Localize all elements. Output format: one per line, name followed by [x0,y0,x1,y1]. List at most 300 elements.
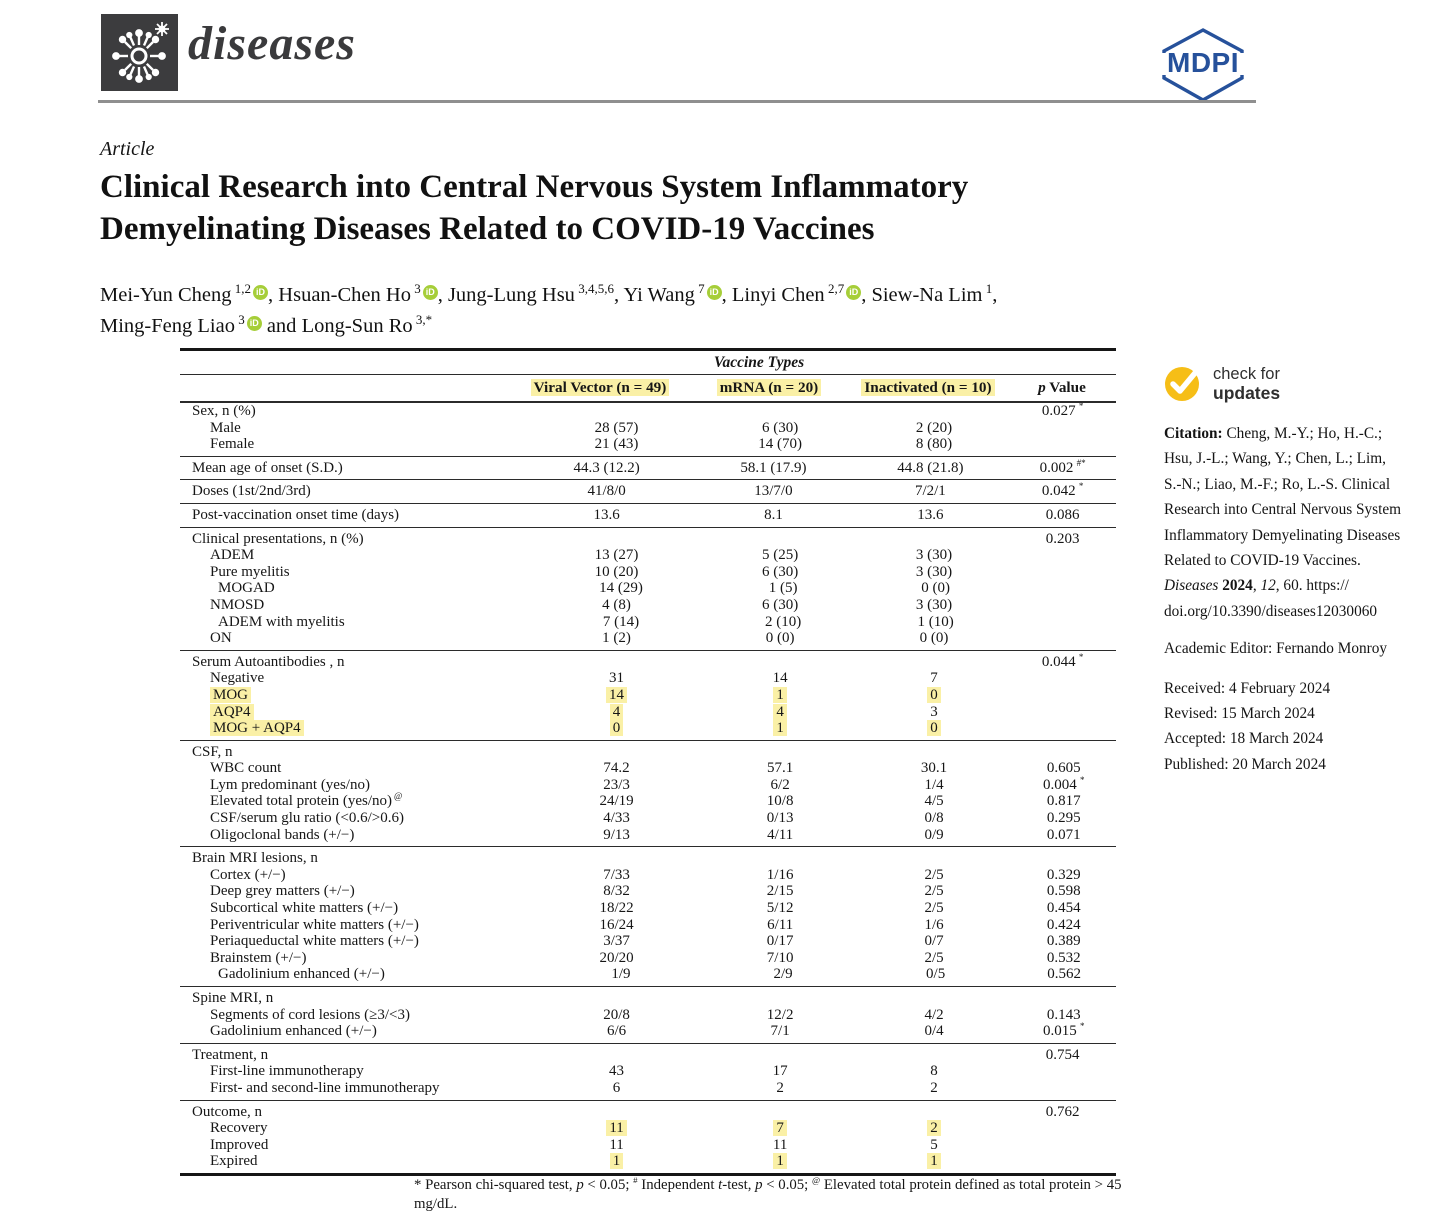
text-segment: Inflammatory Demyelinating Diseases [1164,526,1401,544]
text-segment: # [633,1175,638,1186]
table-row [180,687,1116,704]
text-segment: Independent [637,1177,719,1193]
table-cell [704,670,857,687]
author-separator: , [613,284,624,306]
orcid-icon[interactable]: iD [247,316,262,331]
citation-line [1164,573,1432,598]
table-cell [695,850,851,867]
revised-date: Revised: 15 March 2024 [1164,705,1315,723]
row-label [180,460,518,477]
table-row [180,547,1116,564]
cell-value: 1 [773,687,787,703]
cell-value: 3/37 [603,933,630,950]
table-cell [857,1063,1012,1080]
cell-value: 20/8 [603,1006,630,1023]
cell-value: 0 [927,720,941,736]
row-label [180,630,529,647]
cell-value: 2/5 [924,866,944,883]
journal-name: diseases [188,17,356,70]
cell-value: 7 [773,1120,787,1136]
table-cell [857,827,1012,844]
cell-value: 2 [927,1120,941,1136]
text-segment: p [755,1177,763,1193]
received-date: Received: 4 February 2024 [1164,679,1331,697]
row-label [180,1023,529,1040]
mdpi-text: MDPI [1167,47,1239,78]
table-row [180,933,1116,950]
row-label-text: Male [210,419,241,436]
check-badge-line1: check for [1213,365,1280,383]
p-value: 0.143 [1046,1006,1081,1023]
table-cell [529,1007,703,1024]
row-label [180,614,535,631]
table-cell [857,704,1012,721]
table-cell [704,1063,857,1080]
table-row [180,900,1116,917]
table-cell [518,654,696,671]
row-label-text: Spine MRI, n [192,990,274,1006]
table-cell [704,436,857,453]
text-segment: < 0.05; [762,1177,812,1193]
citation-line [1164,599,1432,624]
cell-value: 13/7/0 [754,483,793,500]
cell-value: 1 [610,1153,624,1169]
cell-value: 2/9 [773,966,793,983]
cell-value: 1 [927,1153,941,1169]
row-label-text: First- and second-line immunotherapy [210,1079,440,1096]
table-row [180,580,1116,597]
table-row [180,479,1116,500]
cell-value: 7/33 [603,866,630,883]
p-value-cell [1011,774,1116,794]
p-value-sup: * [1076,401,1084,411]
table-cell [859,966,1013,983]
p-value-cell [1011,883,1116,900]
row-label [180,827,529,844]
table-row [180,1063,1116,1080]
citation-line [1164,446,1432,471]
p-value-cell [1011,1137,1116,1154]
table-row [180,883,1116,900]
accepted-date: Accepted: 18 March 2024 [1164,730,1324,748]
row-label-text: Female [210,436,255,453]
table-cell [529,670,703,687]
table-cell [851,1104,1009,1121]
author-name: Mei-Yun Cheng [100,284,232,306]
table-cell [518,744,696,761]
table-cell [529,1080,703,1097]
cell-value: 4/5 [924,793,944,810]
table-cell [857,950,1012,967]
table-cell [851,483,1009,500]
p-value-cell [1009,531,1116,548]
table-cell [857,867,1012,884]
cell-value: 8/32 [603,883,630,900]
cell-value: 44.8 (21.8) [897,459,964,476]
cell-value: 2 [776,1079,784,1096]
table-cell [529,564,703,581]
table-row [180,630,1116,647]
table-cell [704,933,857,950]
row-label [180,420,529,437]
p-value: 0.762 [1045,1103,1080,1120]
p-value: 0.424 [1046,916,1081,933]
cell-value: 6 (30) [762,563,799,580]
text-segment: Elevated total protein defined as total protein > 45 mg/dL. [414,1177,1122,1212]
row-label [180,436,529,453]
cell-value: 8 (80) [915,436,953,453]
p-value-cell [1009,1104,1116,1121]
p-value-cell [1011,1153,1116,1170]
author-separator: , [861,284,872,306]
table-cell [518,483,696,500]
cell-value: 1/4 [924,776,944,793]
page-title [100,166,1260,250]
row-label [180,744,518,761]
cell-value: 3 (30) [915,596,953,613]
cell-value: 4/2 [924,1006,944,1023]
p-value-cell [1011,950,1116,967]
table-cell [529,547,703,564]
table-cell [857,917,1012,934]
cell-value: 14 (29) [599,580,643,597]
p-value-cell [1011,720,1116,737]
table-body [180,403,1116,1173]
table-cell [857,1120,1012,1137]
cell-value: 57.1 [767,760,794,777]
author-separator: , [268,284,279,306]
cell-value: 0 [927,687,941,703]
cell-value: 44.3 (12.2) [573,459,640,476]
row-label-text: Brainstem (+/−) [210,949,307,966]
cell-value: 11 [772,1136,788,1153]
table-row [180,527,1116,548]
text-segment: , [1252,577,1261,595]
table-footnote [414,1176,1122,1214]
cell-value: 0/17 [766,933,794,950]
p-value: 0.004 [1042,776,1077,793]
cell-value: 17 [772,1063,788,1080]
table-cell [857,1153,1012,1170]
table-cell [529,1063,703,1080]
table-cell [529,950,703,967]
group-header: Vaccine Types [713,354,805,371]
column-header-label: Inactivated (n = 10) [861,379,994,396]
table-cell [704,547,857,564]
table-column-header-row [180,375,1116,403]
table-cell [529,900,703,917]
orcid-icon[interactable]: iD [253,285,268,300]
cell-value: 0/13 [766,810,794,827]
row-label-text: Sex, n (%) [192,403,256,419]
table-cell [529,597,703,614]
citation-line [1164,472,1432,497]
row-label [180,760,529,777]
cell-value: 4/33 [603,810,630,827]
row-label-text: MOGAD [218,580,275,597]
table-row [180,917,1116,934]
p-value: 0.532 [1046,949,1081,966]
p-value-cell [1012,966,1116,983]
author-separator: and [261,315,302,337]
row-label [180,720,529,737]
row-label-text: Pure myelitis [210,563,290,580]
row-label [180,547,529,564]
row-label [180,777,529,794]
cell-value: 5 [930,1136,938,1153]
table-cell [704,777,857,794]
row-label [180,704,529,721]
table-cell [529,917,703,934]
table-cell [704,1080,857,1097]
text-segment: Related to COVID-19 Vaccines. [1164,552,1361,570]
p-value-cell [1009,483,1116,500]
column-header-viral-vector [510,379,690,397]
cell-value: 6/6 [606,1023,627,1040]
p-value-cell [1011,810,1116,827]
table-row [180,597,1116,614]
p-value: 0.002 [1039,459,1074,476]
table-cell [704,1137,857,1154]
author-name: Hsuan-Chen Ho [278,284,411,306]
table-cell [529,793,703,810]
cell-value: 2/5 [924,883,944,900]
cell-value: 13.6 [917,506,944,523]
table-cell [704,1153,857,1170]
author-affiliation-sup: 7 [694,281,705,297]
table-cell [529,720,703,737]
table-row [180,760,1116,777]
table-cell [704,630,857,647]
p-value-cell [1011,420,1116,437]
p-value-cell [1011,827,1116,844]
orcid-icon[interactable]: iD [846,285,861,300]
table-cell [529,420,703,437]
p-value-cell [1011,547,1116,564]
row-label-text: WBC count [210,760,282,777]
citation-block [1164,421,1432,624]
table-cell [857,777,1012,794]
p-value-cell [1011,1120,1116,1137]
row-label [180,867,529,884]
table-cell [707,580,859,597]
cell-value: 30.1 [920,760,948,777]
citation-line [1164,548,1432,573]
p-value-cell [1012,614,1116,631]
cell-value: 0 (0) [919,630,949,647]
table-cell [704,760,857,777]
author-name: Siew-Na Lim [871,284,983,306]
row-label [180,564,529,581]
author-affiliation-sup: 1,2 [231,281,252,297]
table-cell [695,403,851,420]
cell-value: 1 (2) [602,630,631,647]
table-cell [704,564,857,581]
table-cell [704,1023,857,1040]
row-label-text: Segments of cord lesions (≥3/<3) [210,1006,410,1023]
table-row [180,827,1116,844]
row-label-text: Oligoclonal bands (+/−) [210,826,355,843]
table-cell [695,531,851,548]
cell-value: 74.2 [603,760,630,777]
p-value: 0.605 [1046,760,1081,777]
row-label-text: Negative [210,670,265,687]
table-cell [857,1007,1012,1024]
text-segment: , 60. https:// [1275,577,1349,595]
p-value: 0.044 [1041,653,1076,670]
cell-value: 0/5 [926,966,946,983]
row-label-text: Doses (1st/2nd/3rd) [192,483,311,500]
cell-value: 6 [612,1079,621,1096]
row-label-text: Improved [210,1136,269,1153]
author-affiliation-sup: 3,4,5,6 [574,281,614,297]
table-row [180,1137,1116,1154]
text-segment: Hsu, J.-L.; Wang, Y.; Chen, L.; Lim, [1164,450,1386,468]
table-cell [857,720,1012,737]
table-cell [704,917,857,934]
cell-value: 1/16 [766,866,794,883]
article-type-label: Article [100,138,155,160]
table-cell [851,531,1009,548]
column-header-inactivated [848,379,1008,397]
row-label-text: NMOSD [210,596,265,613]
table-row [180,436,1116,453]
row-label [180,950,529,967]
table-cell [851,1047,1009,1064]
p-value-cell [1011,670,1116,687]
cell-value: 4 (8) [602,596,631,613]
table-cell [859,614,1013,631]
p-value-sup: * [1076,481,1084,492]
row-label [180,531,518,548]
table-cell [518,531,696,548]
p-rest: Value [1045,379,1086,396]
table-cell [704,950,857,967]
p-value-sup: * [1077,774,1085,785]
orcid-icon[interactable]: iD [423,285,438,300]
published-date: Published: 20 March 2024 [1164,755,1326,773]
table-cell [857,547,1012,564]
cell-value: 3 (30) [915,563,953,580]
author-name: Yi Wang [623,284,695,306]
table-cell [518,460,696,477]
p-value: 0.754 [1045,1046,1080,1063]
orcid-icon[interactable]: iD [707,285,722,300]
row-label [180,933,529,950]
table-row [180,403,1116,420]
p-value-cell [1009,850,1116,867]
table-row [180,614,1116,631]
table-cell [518,1047,696,1064]
p-value-sup: * [1077,1021,1085,1032]
table-cell [518,1104,696,1121]
row-label [180,507,518,524]
table-cell [704,687,857,704]
table-cell [518,990,696,1007]
p-value-cell [1011,436,1116,453]
p-value-cell [1011,933,1116,950]
p-value-cell [1011,687,1116,704]
p-value: 0.329 [1046,866,1081,883]
academic-editor: Academic Editor: Fernando Monroy [1164,640,1388,658]
check-badge-line2: updates [1213,383,1281,403]
cell-value: 13.6 [593,506,620,523]
cell-value: 11 [606,1120,626,1136]
mdpi-logo[interactable] [1152,26,1254,104]
row-label [180,1063,529,1080]
author-name: Jung-Lung Hsu [447,284,575,306]
p-value: 0.562 [1047,966,1082,983]
p-value-cell [1011,597,1116,614]
author-line [100,280,1260,311]
row-label-text: Recovery [210,1120,268,1137]
column-header-label: mRNA (n = 20) [717,379,822,396]
row-label-text: Brain MRI lesions, n [192,850,318,867]
table-cell [857,810,1012,827]
cell-value: 10/8 [766,793,794,810]
table-cell [704,810,857,827]
text-segment: * Pearson chi-squared test, [414,1177,577,1193]
table-cell [857,760,1012,777]
table-row [180,564,1116,581]
p-value: 0.027 [1041,403,1076,419]
table-cell [529,883,703,900]
row-label-text: Periaqueductal white matters (+/−) [210,933,419,950]
check-for-updates-badge[interactable] [1164,364,1432,404]
author-name: Long-Sun Ro [301,315,413,337]
table-cell [857,597,1012,614]
cell-value: 3 [930,703,938,720]
table-row [180,720,1116,737]
cell-value: 14 [606,687,627,703]
row-label-sup: @ [394,791,403,802]
row-label [180,687,529,704]
author-name: Ming-Feng Liao [100,315,235,337]
row-label-text: Expired [210,1153,258,1170]
p-value-cell [1012,580,1116,597]
cell-value: 20/20 [599,949,634,966]
table-row [180,846,1116,867]
table-cell [859,580,1013,597]
table-row [180,1007,1116,1024]
table-cell [529,1120,703,1137]
row-label [180,850,518,867]
table-cell [857,630,1012,647]
row-label [180,810,529,827]
cell-value: 2/5 [924,949,944,966]
cell-value: 7/1 [770,1023,790,1040]
table-cell [529,687,703,704]
p-italic: p [1038,379,1046,396]
row-label [180,883,529,900]
p-value-sup: #* [1074,457,1086,468]
p-value-cell [1011,630,1116,647]
text-segment: < 0.05; [583,1177,634,1193]
table-row [180,704,1116,721]
sidebar [1164,364,1432,777]
table-cell [851,850,1009,867]
row-label [180,990,518,1007]
row-label [180,1007,529,1024]
row-label [180,1104,518,1121]
table-row [180,1023,1116,1040]
text-segment: 2024 [1222,577,1253,595]
row-label [180,793,529,810]
cell-value: 0/8 [924,810,944,827]
table-cell [704,597,857,614]
table-row [180,670,1116,687]
p-value-cell [1011,867,1116,884]
